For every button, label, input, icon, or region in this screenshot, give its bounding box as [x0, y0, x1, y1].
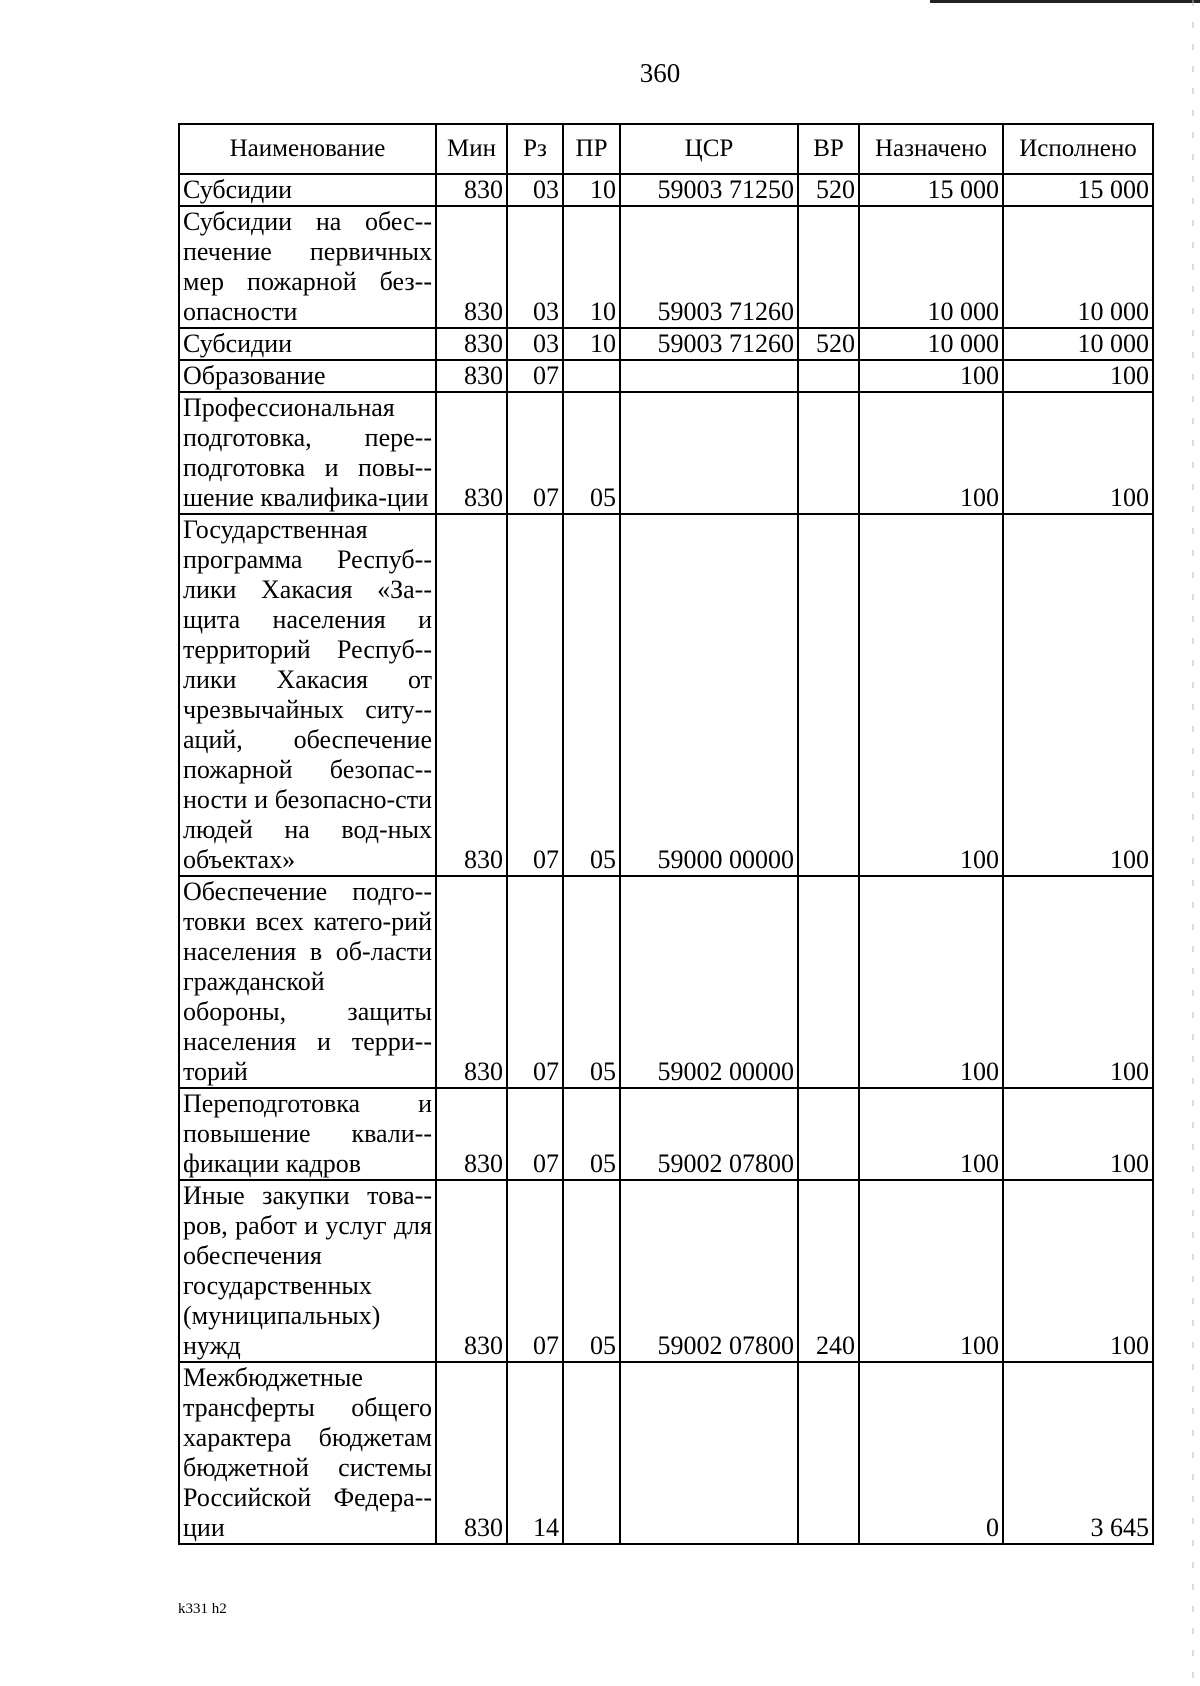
cell-assigned: 100 [859, 1088, 1003, 1180]
cell-pr: 05 [563, 1088, 620, 1180]
cell-executed: 10 000 [1003, 328, 1153, 360]
cell-vr: 520 [798, 328, 859, 360]
table-row [179, 876, 1153, 1088]
cell-vr [798, 876, 859, 1088]
header-csr: ЦСР [620, 124, 798, 174]
table-row [179, 514, 1153, 876]
table-row [179, 206, 1153, 328]
cell-rz: 14 [507, 1362, 563, 1544]
cell-csr: 59002 00000 [620, 876, 798, 1088]
cell-pr: 10 [563, 328, 620, 360]
cell-pr: 05 [563, 392, 620, 514]
cell-min: 830 [436, 392, 507, 514]
cell-executed: 15 000 [1003, 174, 1153, 206]
scan-edge-artifact [1192, 0, 1194, 1686]
cell-assigned: 10 000 [859, 206, 1003, 328]
cell-vr: 520 [798, 174, 859, 206]
cell-min: 830 [436, 174, 507, 206]
cell-vr [798, 360, 859, 392]
table-row [179, 174, 1153, 206]
cell-vr [798, 392, 859, 514]
cell-assigned: 100 [859, 1180, 1003, 1362]
cell-pr: 05 [563, 1180, 620, 1362]
cell-executed: 100 [1003, 1088, 1153, 1180]
header-executed: Исполнено [1003, 124, 1153, 174]
header-rz: Рз [507, 124, 563, 174]
cell-min: 830 [436, 206, 507, 328]
cell-name: Переподготовка и повышение квали-фикации кадров [179, 1088, 436, 1180]
budget-table [178, 123, 1154, 1545]
cell-csr: 59002 07800 [620, 1088, 798, 1180]
table-row [179, 328, 1153, 360]
cell-min: 830 [436, 876, 507, 1088]
cell-name: Субсидии [179, 174, 436, 206]
cell-min: 830 [436, 360, 507, 392]
header-min: Мин [436, 124, 507, 174]
cell-executed: 100 [1003, 360, 1153, 392]
cell-name: Субсидии на обес-печение первичных мер пожарной без-опасности [179, 206, 436, 328]
cell-assigned: 15 000 [859, 174, 1003, 206]
cell-min: 830 [436, 328, 507, 360]
cell-rz: 07 [507, 876, 563, 1088]
cell-executed: 100 [1003, 876, 1153, 1088]
cell-executed: 100 [1003, 392, 1153, 514]
table-body [179, 174, 1153, 1544]
cell-executed: 100 [1003, 514, 1153, 876]
cell-assigned: 100 [859, 876, 1003, 1088]
cell-rz: 07 [507, 1180, 563, 1362]
cell-rz: 07 [507, 360, 563, 392]
cell-pr [563, 1362, 620, 1544]
table-row [179, 1180, 1153, 1362]
cell-csr [620, 392, 798, 514]
cell-csr [620, 1362, 798, 1544]
cell-csr: 59003 71260 [620, 328, 798, 360]
cell-pr: 10 [563, 174, 620, 206]
cell-name: Субсидии [179, 328, 436, 360]
cell-name: Профессиональная подготовка, пере-подготовка и повы-шение квалифика-ции [179, 392, 436, 514]
cell-min: 830 [436, 1362, 507, 1544]
cell-assigned: 0 [859, 1362, 1003, 1544]
cell-pr: 05 [563, 876, 620, 1088]
table-row [179, 1362, 1153, 1544]
cell-rz: 03 [507, 328, 563, 360]
cell-csr: 59003 71260 [620, 206, 798, 328]
table-header-row [179, 124, 1153, 174]
cell-assigned: 100 [859, 392, 1003, 514]
table-row [179, 360, 1153, 392]
footer-code: k331 h2 [178, 1601, 227, 1617]
cell-vr [798, 1088, 859, 1180]
cell-name: Обеспечение подго-товки всех катего-рий населения в об-ласти гражданской обороны, защиты населения и терри-торий [179, 876, 436, 1088]
cell-rz: 07 [507, 1088, 563, 1180]
cell-assigned: 100 [859, 514, 1003, 876]
header-assigned: Назначено [859, 124, 1003, 174]
cell-csr: 59003 71250 [620, 174, 798, 206]
cell-pr: 05 [563, 514, 620, 876]
cell-assigned: 10 000 [859, 328, 1003, 360]
table-row [179, 392, 1153, 514]
cell-pr [563, 360, 620, 392]
cell-name: Иные закупки това-ров, работ и услуг для обеспечения государственных (муниципальных) нужд [179, 1180, 436, 1362]
cell-name: Образование [179, 360, 436, 392]
cell-executed: 3 645 [1003, 1362, 1153, 1544]
cell-vr [798, 1362, 859, 1544]
cell-min: 830 [436, 1180, 507, 1362]
cell-min: 830 [436, 1088, 507, 1180]
header-pr: ПР [563, 124, 620, 174]
cell-min: 830 [436, 514, 507, 876]
cell-rz: 07 [507, 514, 563, 876]
page-number: 360 [639, 58, 681, 88]
top-rule [930, 0, 1200, 3]
cell-rz: 03 [507, 206, 563, 328]
cell-csr: 59000 00000 [620, 514, 798, 876]
table-row [179, 1088, 1153, 1180]
cell-rz: 07 [507, 392, 563, 514]
header-vr: ВР [798, 124, 859, 174]
header-name: Наименование [179, 124, 436, 174]
cell-executed: 100 [1003, 1180, 1153, 1362]
cell-vr [798, 206, 859, 328]
cell-rz: 03 [507, 174, 563, 206]
cell-executed: 10 000 [1003, 206, 1153, 328]
cell-vr: 240 [798, 1180, 859, 1362]
cell-vr [798, 514, 859, 876]
cell-name: Межбюджетные трансферты общего характера бюджетам бюджетной системы Российской Федера-ции [179, 1362, 436, 1544]
cell-pr: 10 [563, 206, 620, 328]
cell-csr: 59002 07800 [620, 1180, 798, 1362]
cell-assigned: 100 [859, 360, 1003, 392]
cell-name: Государственная программа Респуб-лики Хакасия «За-щита населения и территорий Респуб-лики Хакасия от чрезвычайных ситу-аций, обеспечение пожарной безопас-ности и безопасно-сти людей на вод-ных объектах» [179, 514, 436, 876]
cell-csr [620, 360, 798, 392]
